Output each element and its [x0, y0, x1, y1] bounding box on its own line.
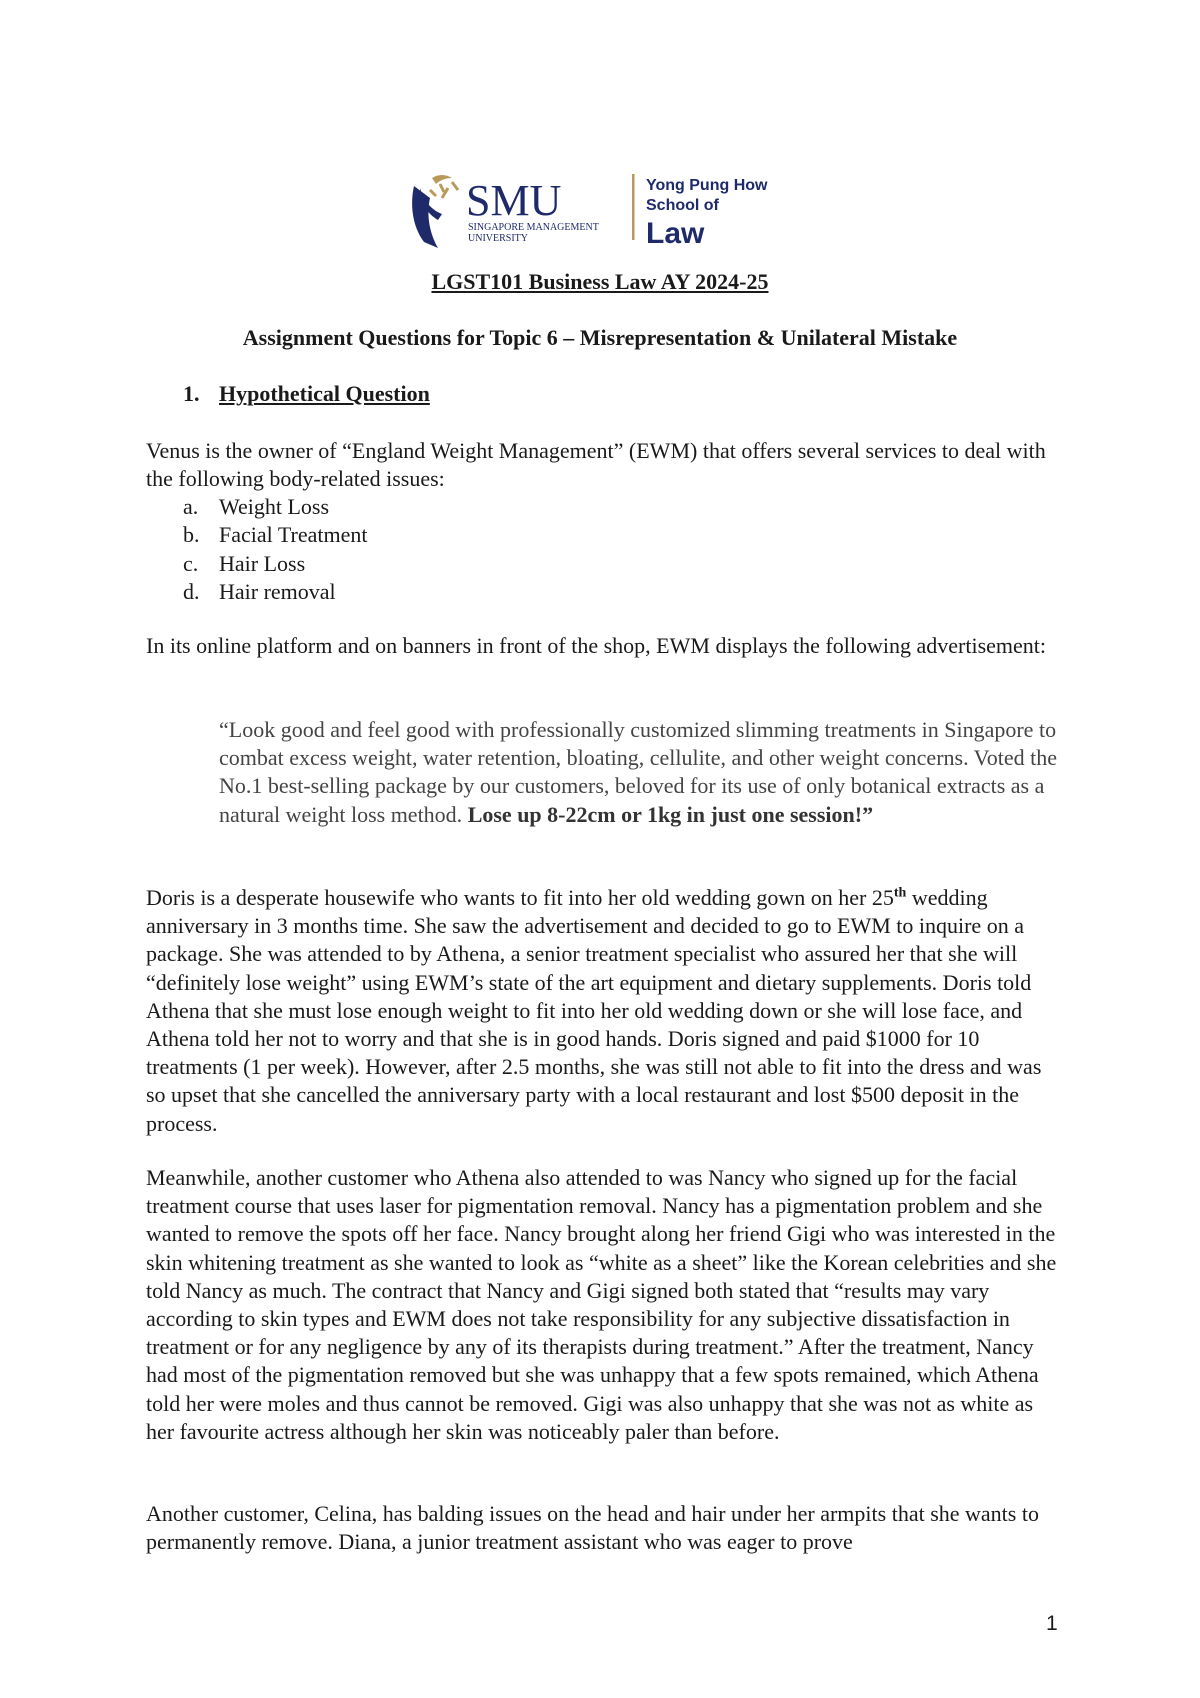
course-title: LGST101 Business Law AY 2024-25	[431, 269, 769, 294]
services-list	[183, 493, 367, 607]
section-title: Hypothetical Question	[219, 381, 430, 406]
advertisement-quote	[219, 716, 1064, 829]
section-heading	[183, 381, 430, 407]
list-item	[183, 521, 367, 549]
doris-text-2: wedding anniversary in 3 months time. She saw the advertisement and decided to go to EWM to inquire on a package. She was attended to by Athena, a senior treatment specialist who assured her that she will “definitely lose weight” using EWM’s state of the art equipment and dietary supplements. Doris told Athena that she must lose enough weight to fit into her old wedding down or she will lose face, and Athena told her not to worry and that she is in good hands. Doris signed and paid $1000 for 10 treatments (1 per week). However, after 2.5 months, she was still not able to fit into the dress and was so upset that she cancelled the anniversary party with a local restaurant and lost $500 deposit in the process.	[146, 885, 1042, 1136]
list-item-label: Hair Loss	[219, 550, 306, 576]
list-item	[183, 550, 367, 578]
assignment-title: Assignment Questions for Topic 6 – Misrepresentation & Unilateral Mistake	[242, 325, 958, 350]
list-marker: a.	[183, 494, 199, 519]
quote-bold-claim: Lose up 8-22cm or 1kg in just one session!	[467, 801, 863, 827]
section-number: 1.	[183, 381, 200, 406]
doris-text-1: Doris is a desperate housewife who wants to fit into her old wedding gown on her 25	[146, 885, 894, 910]
quote-text: “Look good and feel good with professionally customized slimming treatments in Singapore to combat excess weight, water retention, bloating, cellulite, and other weight concerns. Voted the No.1 best-selling package by our customers, beloved for its use of only botanical extracts as a natural weight loss method.	[219, 717, 1057, 827]
doris-paragraph	[146, 884, 1062, 1138]
list-item	[183, 578, 367, 606]
list-item-label: Weight Loss	[219, 494, 330, 519]
ordinal-suffix: th	[893, 885, 907, 901]
nancy-paragraph: Meanwhile, another customer who Athena also attended to was Nancy who signed up for the facial treatment course that uses laser for pigmentation removal. Nancy has a pigmentation problem and she wanted to remove the spots off her face. Nancy brought along her friend Gigi who was interested in the skin whitening treatment as she wanted to look as “white as a sheet” like the Korean celebrities and she told Nancy as much. The contract that Nancy and Gigi signed both stated that “results may vary according to skin types and EWM does not take responsibility for any subjective dissatisfaction in treatment or for any negligence by any of its therapists during treatment.” After the treatment, Nancy had most of the pigmentation removed but she was unhappy that a few spots remained, which Athena told her were moles and thus cannot be removed. Gigi was also unhappy that she was not as white as her favourite actress although her skin was noticeably paler than before.	[146, 1165, 1057, 1444]
list-item-label: Facial Treatment	[219, 522, 368, 548]
page-number: 1	[1046, 1612, 1058, 1635]
smu-wordmark: SMU	[466, 176, 562, 225]
smu-law-logo	[408, 168, 800, 252]
smu-emblem-icon	[408, 168, 800, 252]
school-line-3: Law	[646, 217, 705, 250]
school-line-2: School of	[646, 197, 719, 214]
intro-paragraph: Venus is the owner of “England Weight Management” (EWM) that offers several services to deal with the following body-related issues:	[146, 438, 1046, 492]
quote-close: ”	[862, 801, 874, 827]
advertisement-intro: In its online platform and on banners in front of the shop, EWM displays the following advertisement:	[146, 633, 1046, 658]
university-line-2: UNIVERSITY	[468, 233, 528, 244]
list-item	[183, 493, 367, 521]
school-line-1: Yong Pung How	[646, 177, 768, 194]
university-line-1: SINGAPORE MANAGEMENT	[468, 222, 599, 233]
celina-paragraph: Another customer, Celina, has balding issues on the head and hair under her armpits that she wants to permanently remove. Diana, a junior treatment assistant who was eager to prove	[146, 1501, 1039, 1555]
list-marker: c.	[183, 550, 199, 576]
list-item-label: Hair removal	[219, 579, 336, 605]
list-marker: d.	[183, 579, 200, 605]
list-marker: b.	[183, 522, 200, 548]
